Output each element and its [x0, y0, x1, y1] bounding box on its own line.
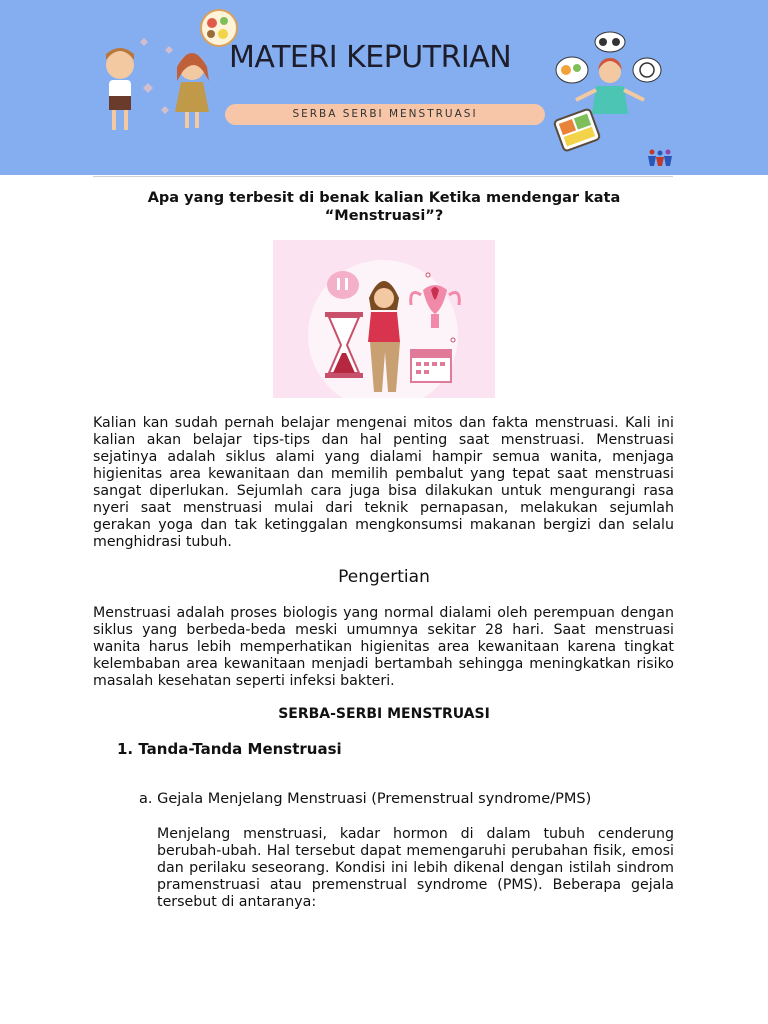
- family-logo-icon: [646, 148, 674, 168]
- banner-subtitle: SERBA SERBI MENSTRUASI: [225, 104, 545, 125]
- pengertian-heading: Pengertian: [338, 567, 430, 587]
- banner-title: MATERI KEPUTRIAN: [229, 40, 512, 75]
- header-divider: [93, 176, 673, 177]
- list-item-tanda-tanda: 1. Tanda-Tanda Menstruasi: [117, 740, 342, 758]
- gejala-paragraph: Menjelang menstruasi, kadar hormon di dalam tubuh cenderung berubah-ubah. Hal tersebut dapat memengaruhi perubahan fisik, emosi dan perilaku seseorang. Kondisi ini lebih dikenal dengan istilah sindrom pramenstruasi atau premenstrual syndrome (PMS). Beberapa gejala tersebut di antaranya:: [157, 826, 674, 910]
- woman-thinking-icon: [550, 28, 662, 118]
- header-banner: [0, 0, 768, 175]
- pengertian-paragraph: Menstruasi adalah proses biologis yang normal dialami oleh perempuan dengan siklus yang berbeda-beda meski umumnya sekitar 28 hari. Saat menstruasi wanita harus lebih memperhatikan higienitas area kewanitaan karena tingkat kelembaban area kewanitaan menjadi bertambah sehingga meningkatkan risiko masalah kesehatan seperti infeksi bakteri.: [93, 605, 674, 689]
- question-heading: Apa yang terbesit di benak kalian Ketika mendengar kata “Menstruasi”?: [147, 190, 621, 224]
- intro-paragraph: Kalian kan sudah pernah belajar mengenai mitos dan fakta menstruasi. Kali ini kalian akan belajar tips-tips dan hal penting saat menstruasi. Menstruasi sejatinya adalah siklus alami yang dialami hampir semua wanita, menjaga higienitas area kewanitaan dan memilih pembalut yang tepat saat menstruasi sangat diperlukan. Sejumlah cara juga bisa dilakukan untuk mengurangi rasa nyeri saat menstruasi mulai dari teknik pernapasan, melakukan sejumlah gerakan yoga dan tak ketinggalan mengkonsumsi makanan bergizi dan selalu menghidrasi tubuh.: [93, 415, 674, 550]
- menstruation-illustration-icon: [273, 240, 495, 398]
- sublist-item-gejala: a. Gejala Menjelang Menstruasi (Premenstrual syndrome/PMS): [139, 791, 592, 807]
- serba-serbi-heading: SERBA-SERBI MENSTRUASI: [278, 706, 490, 722]
- lunchbox-icon: [552, 106, 602, 154]
